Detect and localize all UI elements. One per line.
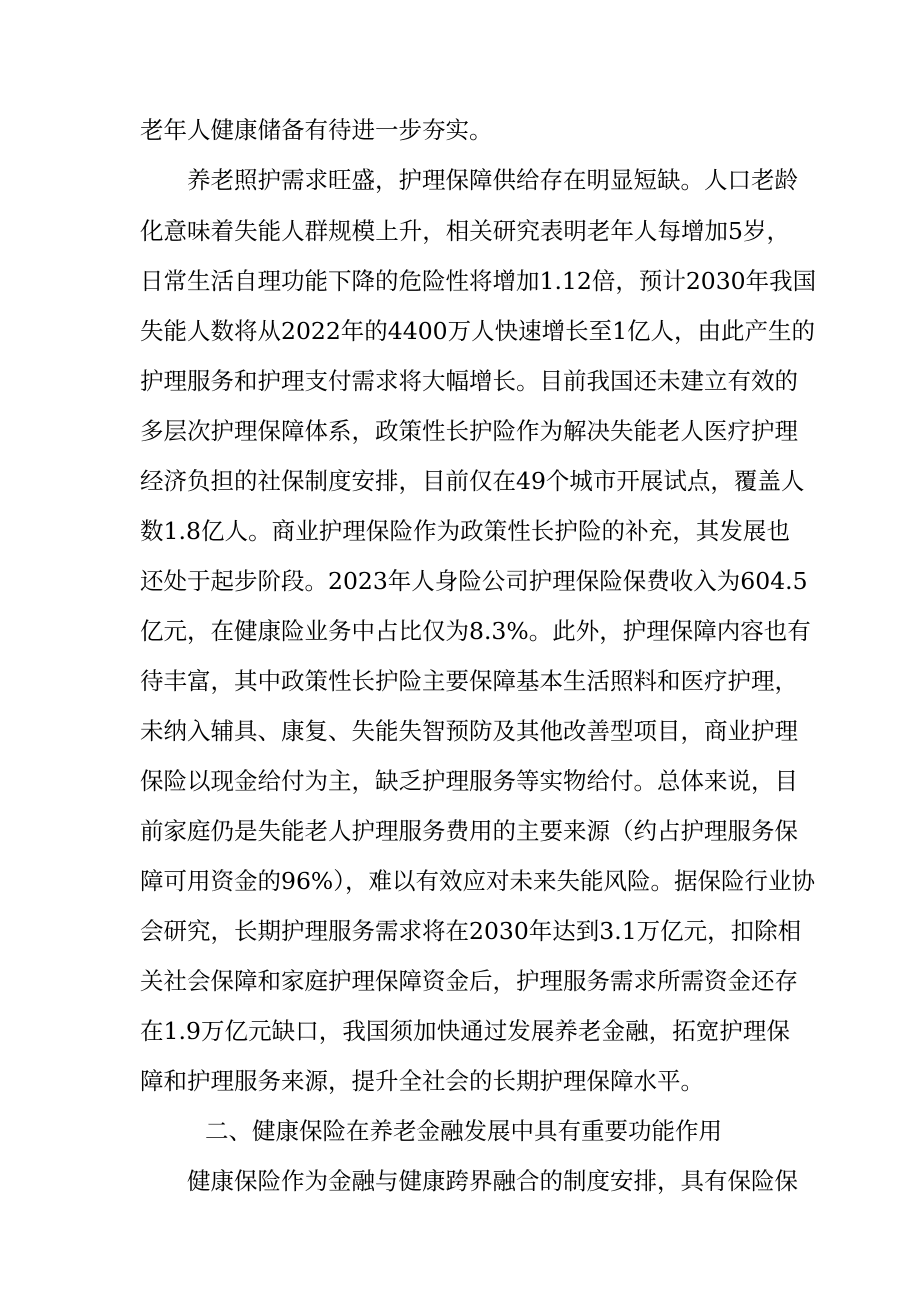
text-line: 亿元，在健康险业务中占比仅为8.3%。此外，护理保障内容也有 <box>140 617 811 645</box>
text-line: 还处于起步阶段。2023年人身险公司护理保险保费收入为604.5 <box>140 567 808 595</box>
text-line: 待丰富，其中政策性长护险主要保障基本生活照料和医疗护理， <box>140 667 798 695</box>
paragraph-first-line: 养老照护需求旺盛，护理保障供给存在明显短缺。人口老龄 <box>187 166 798 194</box>
text-line: 多层次护理保障体系，政策性长护险作为解决失能老人医疗护理 <box>140 417 798 445</box>
text-line: 化意味着失能人群规模上升，相关研究表明老年人每增加5岁， <box>140 217 790 245</box>
text-line: 保险以现金给付为主，缺乏护理服务等实物给付。总体来说，目 <box>140 767 798 795</box>
text-line: 失能人数将从2022年的4400万人快速增长至1亿人，由此产生的 <box>140 317 816 345</box>
text-line: 障可用资金的96%），难以有效应对未来失能风险。据保险行业协 <box>140 867 815 895</box>
section-heading: 二、健康保险在养老金融发展中具有重要功能作用 <box>205 1117 722 1145</box>
paragraph-first-line: 健康保险作为金融与健康跨界融合的制度安排，具有保险保 <box>187 1167 798 1195</box>
text-line: 未纳入辅具、康复、失能失智预防及其他改善型项目，商业护理 <box>140 717 798 745</box>
text-line: 护理服务和护理支付需求将大幅增长。目前我国还未建立有效的 <box>140 367 798 395</box>
text-line: 老年人健康储备有待进一步夯实。 <box>140 116 493 144</box>
text-line: 日常生活自理功能下降的危险性将增加1.12倍，预计2030年我国 <box>140 267 817 295</box>
text-line: 在1.9万亿元缺口，我国须加快通过发展养老金融，拓宽护理保 <box>140 1017 790 1045</box>
text-line: 会研究，长期护理服务需求将在2030年达到3.1万亿元，扣除相 <box>140 917 802 945</box>
text-line: 经济负担的社保制度安排，目前仅在49个城市开展试点，覆盖人 <box>140 467 805 495</box>
text-line: 数1.8亿人。商业护理保险作为政策性长护险的补充，其发展也 <box>140 517 790 545</box>
text-line: 前家庭仍是失能老人护理服务费用的主要来源（约占护理服务保 <box>140 817 798 845</box>
paragraph-last-line: 障和护理服务来源，提升全社会的长期护理保障水平。 <box>140 1067 704 1095</box>
text-line: 关社会保障和家庭护理保障资金后，护理服务需求所需资金还存 <box>140 967 798 995</box>
